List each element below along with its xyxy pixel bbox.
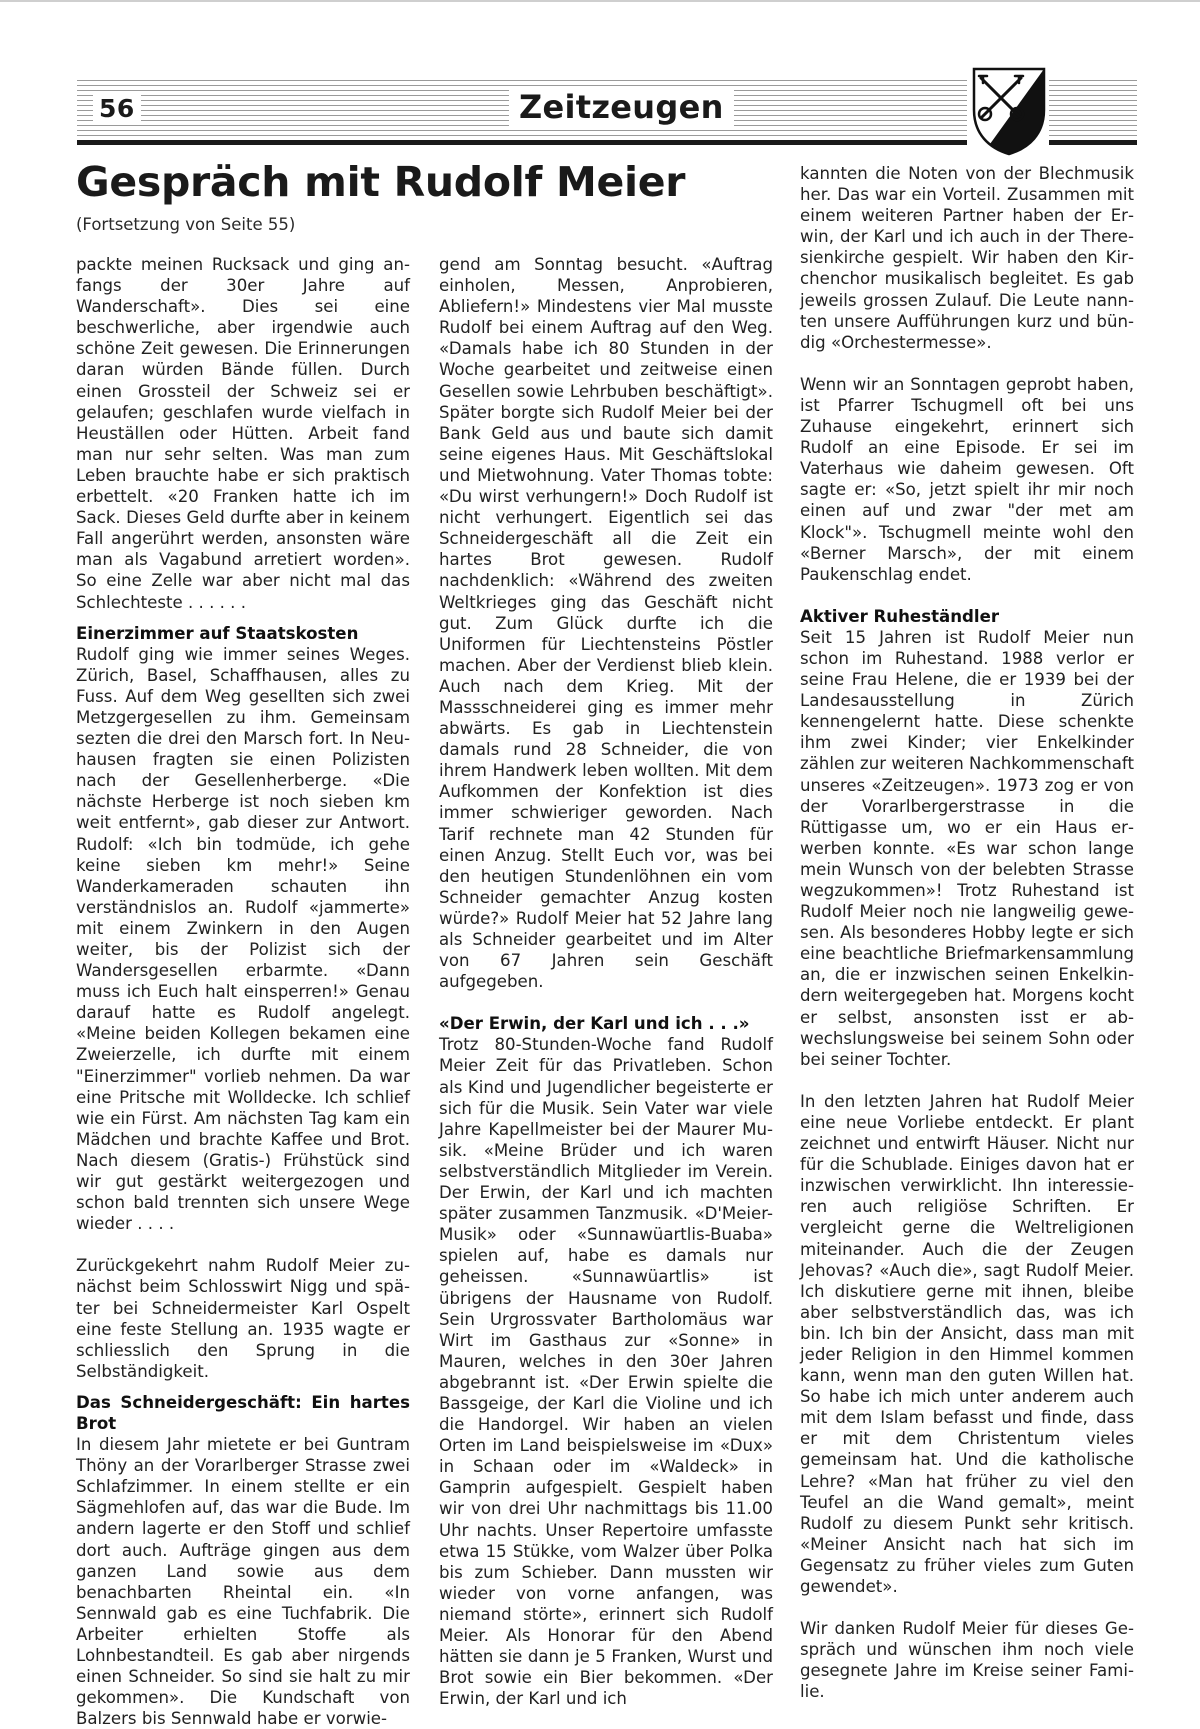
paragraph: gend am Sonntag besucht. «Auftrag einholen, Messen, Anprobieren, Abliefern!» Mindestens vier Mal musste Rudolf bei einem Auftrag auf den Weg. «Damals habe ich 80 Stunden in der Woche gearbeitet und zeitweise einen Gesellen sowie Lehrbuben beschäftigt». Später borgte sich Rudolf Meier bei der Bank Geld aus und baute sich damit seine eigenes Haus. Mit Geschäftslokal und Mietwohnung. Vater Thomas tobte: «Du wirst verhungern!» Doch Rudolf ist nicht verhungert. Eigentlich sei das Schneidergeschäft all die Zeit ein hartes Brot gewesen. Rudolf nachdenklich: «Während des zweiten Weltkrieges ging das Geschäft nicht gut. Zum Glück durfte ich die Uniformen für Liechtensteins Pöstler machen. Aber der Verdienst blieb klein. Auch nach dem Krieg. Mit der Massschneiderei ging es immer mehr abwärts. Es gab in Liechtenstein damals rund 28 Schneider, die von ihrem Handwerk leben wollten. Mit dem Aufkommen der Konfektion ist dies immer schwieriger geworden. Nach Tarif rechnete man 42 Stunden für einen Anzug. Stellt Euch vor, was bei den heutigen Stundenlöhnen ein vom Schneider gemachter Anzug kosten würde?» Rudolf Meier hat 52 Jahre lang als Schneider gearbeitet und im Alter von 67 Jahren sein Geschäft aufgegeben. [439, 255, 773, 992]
paragraph: Wenn wir an Sonntagen geprobt haben, ist Pfarrer Tschugmell oft bei uns Zuhause eingekehrt, erinnert sich Rudolf an eine Episode. Er sei im Vaterhaus wie daheim gewesen. Oft sagte er: «So, jetzt spielt ihr mir noch einen auf und zwar "der met am Klock"». Tschugmell meinte wohl den «Berner Marsch», der mit einem Paukenschlag endet. [800, 374, 1134, 584]
subheading: Einerzimmer auf Staatskosten [76, 623, 359, 643]
paragraph: In diesem Jahr mietete er bei Guntram Thöny an der Vorarlberger Strasse zwei Schlafzimmer. In einem stellte er ein Sägmehlofen auf, das war die Bude. Im andern lagerte er den Stoff und schlief dort auch. Aufträge gingen aus dem ganzen Land sowie aus dem benachbarten Rheintal ein. «In Sennwald gab es eine Tuchfabrik. Die Arbeiter erhielten Stoffe als Lohnbestandteil. Es gab aber nirgends einen Schneider. So sind sie halt zu mir gekommen». Die Kundschaft von Balzers bis Sennwald habe er vorwie- [76, 1435, 410, 1729]
paragraph: Rudolf ging wie immer seines Weges. Zürich, Basel, Schaffhausen, alles zu Fuss. Auf dem Weg gesellten sich zwei Metzgergesellen zu ihm. Gemeinsam sezten die drei den Marsch fort. In Neuhausen fragten sie einen Polizisten nach der Gesellenherberge. «Die nächste Herberge ist noch sieben km weit entfernt», gab dieser zur Antwort. Rudolf: «Ich bin todmüde, ich gehe keine sieben km mehr!» Seine Wanderkameraden schauten ihn verständnislos an. Rudolf «jammerte» mit einem Zwinkern in den Augen weiter, bis der Polizist sich der Wandersgesellen erbarmte. «Dann muss ich Euch halt einsperren!» Genau darauf hatte es Rudolf angelegt. «Meine beiden Kollegen bekamen eine Zweierzelle, ich durfte mit einem "Einerzimmer" vorlieb nehmen. Da war eine Pritsche mit Wolldecke. Ich schlief wie ein Fürst. Am nächsten Tag kam ein Mädchen und brachte Kaffee und Brot. Nach diesem (Gratis-) Frühstück sind wir gut gestärkt weitergezogen und schon bald trennten sich unsere Wege wieder . . . . [76, 644, 410, 1234]
subheading: Das Schneidergeschäft: Ein hartes Brot [76, 1392, 410, 1433]
subheading: Aktiver Ruheständler [800, 606, 1000, 626]
section-title: Zeitzeugen [509, 88, 734, 126]
paragraph: Trotz 80-Stunden-Woche fand Rudolf Meier Zeit für das Privatleben. Schon als Kind und Jugendlicher begeisterte er sich für die Musik. Sein Vater war viele Jahre Kapellmeister bei der Maurer Musik. «Meine Brüder und ich waren selbstverständlich Mitglieder im Verein. Der Erwin, der Karl und ich machten später zusammen Tanzmusik. «D'Meier-Musik» oder «Sunnawüartlis-Buaba» spielen auf, habe es damals nur geheissen. «Sunnawüartlis» ist übrigens der Hausname von Rudolf. Sein Urgrossvater Bartholomäus war Wirt im Gasthaus zur «Sonne» in Mauren, welches in den 30er Jahren abgebrannt ist. «Der Erwin spielte die Bassgeige, der Karl die Violine und ich die Handorgel. Wir haben an vielen Orten im Land beispielsweise im «Dux» in Schaan oder im «Waldeck» in Gamprin aufgespielt. Gespielt haben wir von drei Uhr nachmittags bis 11.00 Uhr nachts. Unser Repertoire umfasste etwa 15 Stükke, vom Walzer über Polka bis zum Schieber. Dann mussten wir wieder von vorne anfangen, was niemand störte», erinnert sich Rudolf Meier. Als Honorar für den Abend hätten sie dann je 5 Franken, Wurst und Brot sowie ein Bier bekommen. «Der Erwin, der Karl und ich [439, 1035, 773, 1709]
header-rule-lines-right [1049, 80, 1137, 142]
page-header [77, 76, 1137, 148]
header-rule-bold [77, 140, 967, 145]
paragraph: kannten die Noten von der Blechmusik her. Das war ein Vorteil. Zusammen mit einem weiteren Partner haben der Erwin, der Karl und ich auch in der Theresienkirche gespielt. Wir haben den Kirchenchor musikalisch begleitet. Es gab jeweils grossen Zulauf. Die Leute nannten unsere Aufführungen kurz und bündig «Orchestermesse». [800, 164, 1134, 352]
article-title: Gespräch mit Rudolf Meier [76, 158, 686, 206]
paragraph: packte meinen Rucksack und ging anfangs der 30er Jahre auf Wanderschaft». Dies sei eine beschwerliche, aber irgendwie auch schöne Zeit gewesen. Die Erinnerungen daran würden Bände füllen. Durch einen Grossteil der Schweiz sei er gelaufen; geschlafen wurde vielfach in Heuställen oder Hütten. Arbeit fand man nur sehr selten. Was man zum Leben brauchte habe er sich praktisch erbettelt. «20 Franken hatte ich im Sack. Dieses Geld durfte aber in keinem Fall angerührt werden, ansonsten wäre man als Vagabund arretiert worden». So eine Zelle war aber nicht mal das Schlechteste . . . . . . [76, 255, 410, 612]
column-3 [800, 163, 1134, 1702]
column-1 [76, 254, 410, 1729]
paragraph: Seit 15 Jahren ist Rudolf Meier nun schon im Ruhestand. 1988 verlor er seine Frau Helene, die er 1939 bei der Landesausstellung in Zürich kennengelernt hatte. Diese schenkte ihm zwei Kinder; vier Enkelkinder zählen zur weiteren Nachkommenschaft unseres «Zeitzeugen». 1973 zog er von der Vorarlbergerstrasse in die Rüttigasse um, wo er ein Haus erwerben konnte. «Es war schon lange mein Wunsch von der belebten Strasse wegzukommen»! Trotz Ruhestand ist Rudolf Meier noch nie langweilig gewesen. Als besonderes Hobby legte er sich eine beachtliche Briefmarkensammlung an, die er inzwischen seinen Enkelkindern weitergegeben hat. Morgens kocht er selbst, ansonsten isst er abwechslungsweise bei seinem Sohn oder bei seiner Tochter. [800, 627, 1134, 1069]
continuation-note: (Fortsetzung von Seite 55) [76, 215, 296, 234]
page-number: 56 [93, 94, 141, 123]
paragraph: In den letzten Jahren hat Rudolf Meier eine neue Vorliebe entdeckt. Er plant zeichnet und entwirft Häuser. Nicht nur für die Schublade. Einiges davon hat er inzwischen verwirklicht. Ihn interessieren auch religiöse Schriften. Er vergleicht gerne die Weltreligionen miteinander. Auch die der Zeugen Jehovas? «Auch die», sagt Rudolf Meier. Ich diskutiere gerne mit ihnen, bleibe aber selbstverständlich das, was ich bin. Ich bin der Ansicht, dass man mit jeder Religion in den Himmel kommen kann, wenn man den guten Willen hat. So habe ich mich unter anderem auch mit dem Islam befasst und finde, dass er mit dem Christentum vieles gemeinsam hat. Und die katholische Lehre? «Man hat früher zu viel den Teufel an die Wand gemalt», meint Rudolf zu diesem Punkt sehr kritisch. «Meiner Ansicht nach hat sich im Gegensatz zu früher vieles zum Guten gewendet». [800, 1091, 1134, 1596]
paragraph: Wir danken Rudolf Meier für dieses Gespräch und wünschen ihm noch viele gesegnete Jahre im Kreise seiner Familie. [800, 1619, 1134, 1702]
subheading: «Der Erwin, der Karl und ich . . .» [439, 1014, 750, 1034]
column-2 [439, 254, 773, 1709]
paragraph: Zurückgekehrt nahm Rudolf Meier zunächst beim Schlosswirt Nigg und später bei Schneidermeister Karl Ospelt eine feste Stellung an. 1935 wagte er schliesslich den Sprung in die Selbständigkeit. [76, 1256, 410, 1381]
top-rule [0, 0, 1200, 2]
coat-of-arms-icon [971, 66, 1047, 156]
header-rule-bold-right [1049, 140, 1137, 145]
